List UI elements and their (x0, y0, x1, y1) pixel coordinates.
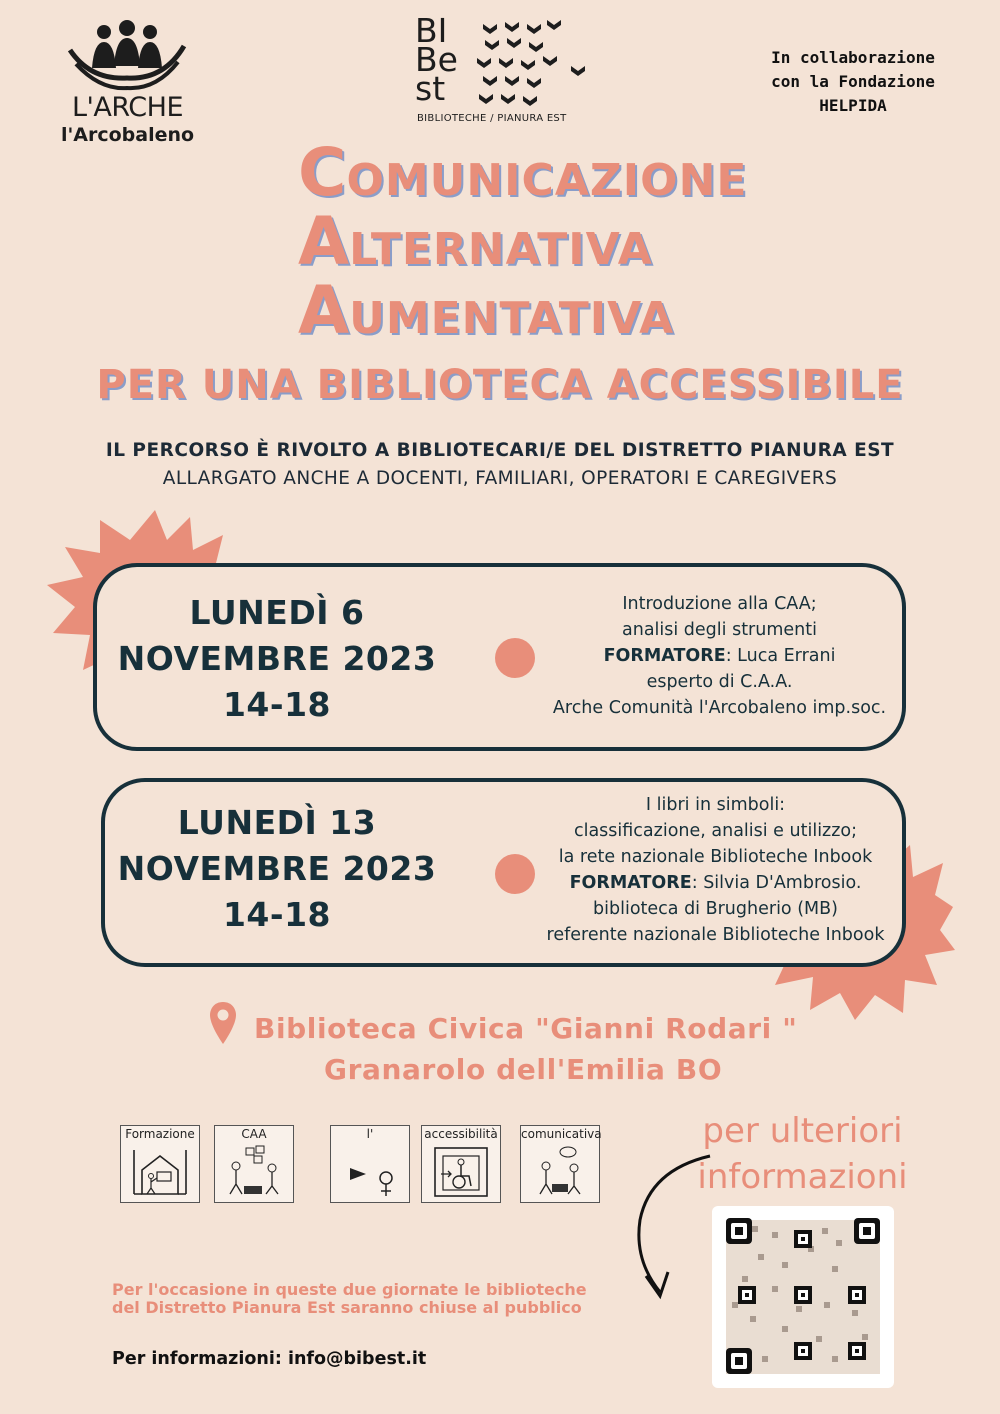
event-1-month-year: NOVEMBRE 2023 (117, 639, 437, 678)
event-2-desc-line: referente nazionale Biblioteche Inbook (546, 925, 885, 945)
location-pin-icon (208, 1000, 238, 1046)
bibest-letters-3: st (415, 69, 446, 108)
book-birds-icon (473, 18, 603, 108)
event-1-time: 14-18 (222, 685, 332, 724)
symbol-label: comunicativa (521, 1127, 602, 1141)
event-1-desc-line: Arche Comunità l'Arcobaleno imp.soc. (552, 698, 887, 718)
qr-code[interactable] (712, 1206, 894, 1388)
collab-line-1: In collaborazione (771, 48, 935, 67)
arche-logo-name: L'ARCHE (71, 92, 184, 123)
contact-info[interactable]: Per informazioni: info@bibest.it (112, 1349, 427, 1369)
title-cap-a2: A (298, 272, 350, 349)
title-cap-a1: A (298, 203, 350, 280)
event-2-time: 14-18 (222, 895, 332, 934)
title-line-comunicazione (298, 134, 747, 211)
audience-secondary: ALLARGATO ANCHE A DOCENTI, FAMILIARI, OPERATORI E CAREGIVERS (162, 468, 838, 489)
symbol-comunicativa (520, 1125, 600, 1203)
event-card-2 (101, 778, 906, 967)
accessibility-wheelchair-icon (431, 1144, 491, 1198)
event-1-trainer (537, 643, 902, 669)
collab-line-2: con la Fondazione (771, 72, 935, 91)
symbol-label: Formazione (125, 1127, 195, 1141)
event-1-desc-line: analisi degli strumenti (622, 620, 817, 640)
symbol-formazione (120, 1125, 200, 1203)
event-1-day: LUNEDÌ 6 (189, 593, 365, 632)
bibest-letters-2: Be (415, 40, 458, 79)
closure-notice (112, 1281, 587, 1317)
training-house-icon (130, 1144, 190, 1198)
symbol-caa (214, 1125, 294, 1203)
title-line-aumentativa (298, 272, 674, 349)
trainer-name: : Luca Errani (725, 646, 836, 666)
event-1-desc-line: Introduzione alla CAA; (622, 594, 817, 614)
title-cap-c: C (298, 134, 347, 211)
notice-line-1: Per l'occasione in queste due giornate le biblioteche (112, 1280, 587, 1299)
event-2-desc-line: classificazione, analisi e utilizzo; (573, 821, 858, 841)
audience-primary: IL PERCORSO È RIVOLTO A BIBLIOTECARI/E DEL DISTRETTO PIANURA EST (105, 440, 895, 461)
event-2-desc-line: la rete nazionale Biblioteche Inbook (558, 847, 873, 867)
event-1-bullet (495, 638, 535, 678)
arche-people-icon (60, 20, 195, 95)
bibest-letters-1: BI (415, 11, 448, 50)
more-info-label (690, 1108, 915, 1200)
event-1-date (97, 590, 457, 728)
symbol-label: l' (366, 1127, 374, 1141)
symbol-accessibilita (421, 1125, 501, 1203)
event-1-description (537, 591, 902, 721)
notice-line-2: del Distretto Pianura Est saranno chiuse al pubblico (112, 1298, 582, 1317)
title-rest-1: OMUNICAZIONE (346, 155, 748, 206)
bibest-logo-letters (415, 11, 458, 108)
arche-logo (60, 20, 195, 150)
event-2-day: LUNEDÌ 13 (177, 803, 377, 842)
subtitle: PER UNA BIBLIOTECA ACCESSIBILE (96, 362, 904, 408)
event-2-date (97, 800, 457, 938)
event-2-bullet (495, 854, 535, 894)
title-rest-3: UMENTATIVA (349, 293, 675, 344)
curved-arrow-icon (620, 1150, 720, 1310)
collab-line-3: HELPIDA (819, 96, 887, 115)
trainer-label: FORMATORE (603, 646, 726, 666)
event-1-desc-line: esperto di C.A.A. (646, 672, 793, 692)
title-rest-2: LTERNATIVA (349, 224, 653, 275)
trainer-label: FORMATORE (569, 873, 692, 893)
symbol-label: CAA (241, 1127, 267, 1141)
communicative-icon (530, 1144, 590, 1198)
arche-logo-subname: l'Arcobaleno (60, 124, 195, 146)
article-female-icon (340, 1144, 400, 1198)
trainer-name: : Silvia D'Ambrosio. (691, 873, 862, 893)
event-2-month-year: NOVEMBRE 2023 (117, 849, 437, 888)
event-2-desc-line: biblioteca di Brugherio (MB) (593, 899, 838, 919)
collaboration-note (758, 46, 948, 118)
more-info-line-1: per ulteriori (702, 1111, 903, 1151)
event-2-desc-line: I libri in simboli: (645, 795, 786, 815)
bibest-logo (415, 11, 605, 131)
aac-communication-icon (224, 1144, 284, 1198)
more-info-line-2: informazioni (697, 1157, 908, 1197)
event-2-trainer (533, 870, 898, 896)
bibest-logo-sub: BIBLIOTECHE / PIANURA EST (417, 113, 567, 124)
title-line-alternativa (298, 203, 653, 280)
location-venue: Biblioteca Civica "Gianni Rodari " (254, 1012, 798, 1045)
symbol-label: accessibilità (424, 1127, 498, 1141)
location-town: Granarolo dell'Emilia BO (324, 1053, 723, 1086)
event-2-description (533, 792, 898, 948)
qr-code-icon (712, 1206, 894, 1388)
event-card-1 (93, 563, 906, 751)
symbol-article (330, 1125, 410, 1203)
